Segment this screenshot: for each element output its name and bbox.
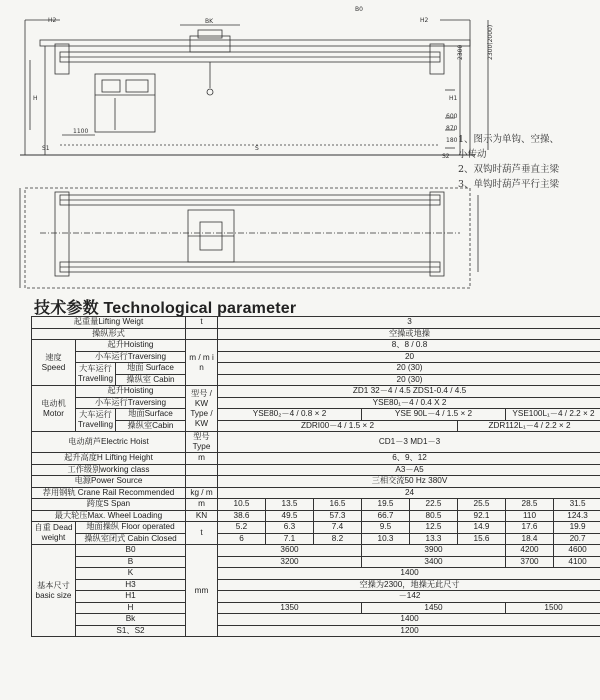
- span-value: 22.5: [410, 499, 458, 511]
- label-1100: 1100: [73, 128, 89, 135]
- motor-crane-travel-label: 大车运行 Travelling: [76, 409, 116, 432]
- span-unit: m: [186, 499, 218, 511]
- note-1: 1、图示为单钩、空操、: [458, 134, 560, 145]
- dead-weight-floor-label: 地面操纵 Floor operated: [76, 522, 186, 534]
- row-control-mode: [32, 328, 600, 340]
- motor-cabin-value-1: ZDRI00－4 / 1.5 × 2: [218, 420, 458, 432]
- control-mode-label: 操纵形式: [32, 328, 186, 340]
- dim-b0-value: 3900: [362, 545, 506, 557]
- row-dim-h3: [32, 579, 600, 591]
- wheel-load-value: 110: [506, 510, 554, 522]
- motor-hoisting-label: 起升Hoisting: [76, 386, 186, 398]
- speed-crane-travel-label: 大车运行 Travelling: [76, 363, 116, 386]
- motor-hoisting-value: ZD1 32－4 / 4.5 ZDS1-0.4 / 4.5: [218, 386, 600, 398]
- row-power: [32, 476, 600, 488]
- label-600: 600: [446, 113, 458, 120]
- dead-weight-cabin-label: 操纵室闭式 Cabin Closed: [76, 533, 186, 545]
- note-2: 2、双钩时葫芦垂直主梁: [458, 164, 560, 175]
- lift-height-unit: m: [186, 453, 218, 465]
- parameter-table: [31, 316, 600, 637]
- span-value: 19.5: [362, 499, 410, 511]
- dead-weight-floor-value: 12.5: [410, 522, 458, 534]
- dim-b-value: 3700: [506, 556, 554, 568]
- speed-trolley-value: 20: [218, 351, 600, 363]
- dim-k-label: K: [76, 568, 186, 580]
- row-dim-s1s2: [32, 625, 600, 637]
- speed-hoisting-label: 起升Hoisting: [76, 340, 186, 352]
- dead-weight-cabin-value: 7.1: [266, 533, 314, 545]
- dim-bk-value: 1400: [218, 614, 600, 626]
- rail-label: 荐用钢轨 Crane Rail Recommended: [32, 487, 186, 499]
- dim-bk-label: Bk: [76, 614, 186, 626]
- row-rail: [32, 487, 600, 499]
- dim-s1s2-value: 1200: [218, 625, 600, 637]
- dead-weight-cabin-value: 13.3: [410, 533, 458, 545]
- speed-unit: m / m i n: [186, 340, 218, 386]
- dim-h-value: 1450: [362, 602, 506, 614]
- wheel-load-label: 最大轮压Max. Wheel Loading: [32, 510, 186, 522]
- row-motor-trolley: [32, 397, 600, 409]
- wheel-load-value: 38.6: [218, 510, 266, 522]
- dead-weight-cabin-value: 8.2: [314, 533, 362, 545]
- span-value: 25.5: [458, 499, 506, 511]
- row-hoist: [32, 432, 600, 453]
- span-value: 13.5: [266, 499, 314, 511]
- hoist-trolley: [190, 36, 230, 52]
- end-truck-right: [430, 44, 444, 74]
- basic-size-group-label: 基本尺寸 basic size: [32, 545, 76, 637]
- row-speed-cabin: [32, 374, 600, 386]
- row-motor-cabin: [32, 420, 600, 432]
- wheel-load-value: 124.3: [554, 510, 600, 522]
- speed-surface-label: 地面 Surface: [116, 363, 186, 375]
- rail-unit: kg / m: [186, 487, 218, 499]
- speed-group-label: 速度 Speed: [32, 340, 76, 386]
- section-title: 技术参数 Technological parameter: [34, 300, 297, 317]
- label-dim-right: 2300(2000): [487, 24, 494, 60]
- label-h1: H1: [449, 95, 458, 102]
- wheel-load-unit: KN: [186, 510, 218, 522]
- wheel-load-value: 57.3: [314, 510, 362, 522]
- note-1-cont: 小传动: [458, 149, 487, 160]
- wheel-load-value: 66.7: [362, 510, 410, 522]
- dead-weight-floor-value: 5.2: [218, 522, 266, 534]
- work-class-value: A3－A5: [218, 464, 600, 476]
- row-lifting-weight: [32, 317, 600, 329]
- note-3: 3、单钩时葫芦平行主梁: [458, 179, 560, 190]
- operator-cabin: [95, 74, 155, 132]
- dim-b-value: 3200: [218, 556, 362, 568]
- motor-surface-value-1: YSE80₂－4 / 0.8 × 2: [218, 409, 362, 421]
- runway-beam: [40, 40, 470, 46]
- row-motor-hoisting: [32, 386, 600, 398]
- dims-unit: mm: [186, 545, 218, 637]
- dim-b0-value: 3600: [218, 545, 362, 557]
- dim-h-value: 1350: [218, 602, 362, 614]
- lifting-weight-value: 3: [218, 317, 600, 329]
- row-work-class: [32, 464, 600, 476]
- dead-weight-cabin-value: 15.6: [458, 533, 506, 545]
- wheel-load-value: 80.5: [410, 510, 458, 522]
- dim-b-label: B: [76, 556, 186, 568]
- dim-b-value: 4100: [554, 556, 600, 568]
- plan-outline: [25, 188, 470, 288]
- dead-weight-floor-value: 9.5: [362, 522, 410, 534]
- work-class-label: 工作级别working class: [32, 464, 186, 476]
- power-value: 三相交流50 Hz 380V: [218, 476, 600, 488]
- lifting-weight-unit: t: [186, 317, 218, 329]
- label-s2: S2: [442, 153, 450, 160]
- lifting-weight-label: 起重量Lifting Weigt: [32, 317, 186, 329]
- speed-trolley-label: 小车运行Traversing: [76, 351, 186, 363]
- motor-trolley-value: YSE80₁－4 / 0.4 X 2: [218, 397, 600, 409]
- dim-h3-value: 空操为2300，地操无此尺寸: [218, 579, 600, 591]
- label-b0: B0: [355, 6, 363, 13]
- hoist-value: CD1－3 MD1－3: [218, 432, 600, 453]
- row-dead-weight-floor: [32, 522, 600, 534]
- row-speed-trolley: [32, 351, 600, 363]
- row-span: [32, 499, 600, 511]
- end-truck-left: [55, 44, 69, 74]
- dim-h-value: 1500: [506, 602, 600, 614]
- motor-trolley-label: 小车运行Traversing: [76, 397, 186, 409]
- motor-surface-value-2: YSE 90L－4 / 1.5 × 2: [362, 409, 506, 421]
- motor-surface-label: 地面Surface: [116, 409, 186, 421]
- speed-cabin-value: 20 (30): [218, 374, 600, 386]
- dead-weight-floor-value: 6.3: [266, 522, 314, 534]
- span-value: 28.5: [506, 499, 554, 511]
- speed-hoisting-value: 8、8 / 0.8: [218, 340, 600, 352]
- dim-h1-label: H1: [76, 591, 186, 603]
- dim-b0-label: B0: [76, 545, 186, 557]
- wheel-load-value: 49.5: [266, 510, 314, 522]
- dead-weight-cabin-value: 18.4: [506, 533, 554, 545]
- row-dim-k: [32, 568, 600, 580]
- dead-weight-unit: t: [186, 522, 218, 545]
- power-label: 电源Power Source: [32, 476, 186, 488]
- label-h2-right: H2: [420, 17, 429, 24]
- span-value: 10.5: [218, 499, 266, 511]
- dead-weight-floor-value: 17.6: [506, 522, 554, 534]
- row-wheel-load: [32, 510, 600, 522]
- dead-weight-group-label: 自重 Dead weight: [32, 522, 76, 545]
- hoist-unit: 型号 Type: [186, 432, 218, 453]
- row-dim-h: [32, 602, 600, 614]
- label-180: 180: [446, 137, 458, 144]
- row-dead-weight-cabin: [32, 533, 600, 545]
- dead-weight-cabin-value: 20.7: [554, 533, 600, 545]
- span-value: 16.5: [314, 499, 362, 511]
- span-value: 31.5: [554, 499, 600, 511]
- dim-s1s2-label: S1、S2: [76, 625, 186, 637]
- label-2300: 2300: [457, 44, 464, 60]
- span-label: 跨度S Span: [32, 499, 186, 511]
- dim-h1-value: －142: [218, 591, 600, 603]
- label-s: S: [255, 145, 259, 152]
- row-dim-bk: [32, 614, 600, 626]
- row-dim-b0: [32, 545, 600, 557]
- dead-weight-floor-value: 7.4: [314, 522, 362, 534]
- motor-cabin-value-2: ZDR112L₁－4 / 2.2 × 2: [458, 420, 600, 432]
- dead-weight-floor-value: 19.9: [554, 522, 600, 534]
- label-bk: BK: [205, 18, 214, 25]
- label-870: 870: [446, 125, 458, 132]
- row-speed-surface: [32, 363, 600, 375]
- speed-cabin-label: 操纵室 Cabin: [116, 374, 186, 386]
- motor-cabin-label: 操纵室Cabin: [116, 420, 186, 432]
- speed-surface-value: 20 (30): [218, 363, 600, 375]
- wheel-load-value: 92.1: [458, 510, 506, 522]
- dead-weight-cabin-value: 6: [218, 533, 266, 545]
- row-dim-b: [32, 556, 600, 568]
- label-s1: S1: [42, 145, 50, 152]
- rail-value: 24: [218, 487, 600, 499]
- row-speed-hoisting: [32, 340, 600, 352]
- lift-height-label: 起升高度H Lifting Height: [32, 453, 186, 465]
- lift-height-value: 6、9、12: [218, 453, 600, 465]
- dim-b-value: 3400: [362, 556, 506, 568]
- dead-weight-cabin-value: 10.3: [362, 533, 410, 545]
- row-motor-surface: [32, 409, 600, 421]
- row-dim-h1: [32, 591, 600, 603]
- dim-h3-label: H3: [76, 579, 186, 591]
- motor-group-label: 电动机 Motor: [32, 386, 76, 432]
- control-mode-value: 空操或地操: [218, 328, 600, 340]
- label-h2-left: H2: [48, 17, 57, 24]
- dim-b0-value: 4200: [506, 545, 554, 557]
- label-h: H: [33, 95, 38, 102]
- hoist-label: 电动葫芦Electric Hoist: [32, 432, 186, 453]
- row-lift-height: [32, 453, 600, 465]
- dim-h-label: H: [76, 602, 186, 614]
- drawing-notes: [458, 132, 559, 192]
- motor-unit: 型号 / KW Type / KW: [186, 386, 218, 432]
- dim-k-value: 1400: [218, 568, 600, 580]
- dim-b0-value: 4600: [554, 545, 600, 557]
- motor-surface-value-3: YSE100L₁－4 / 2.2 × 2: [506, 409, 600, 421]
- dead-weight-floor-value: 14.9: [458, 522, 506, 534]
